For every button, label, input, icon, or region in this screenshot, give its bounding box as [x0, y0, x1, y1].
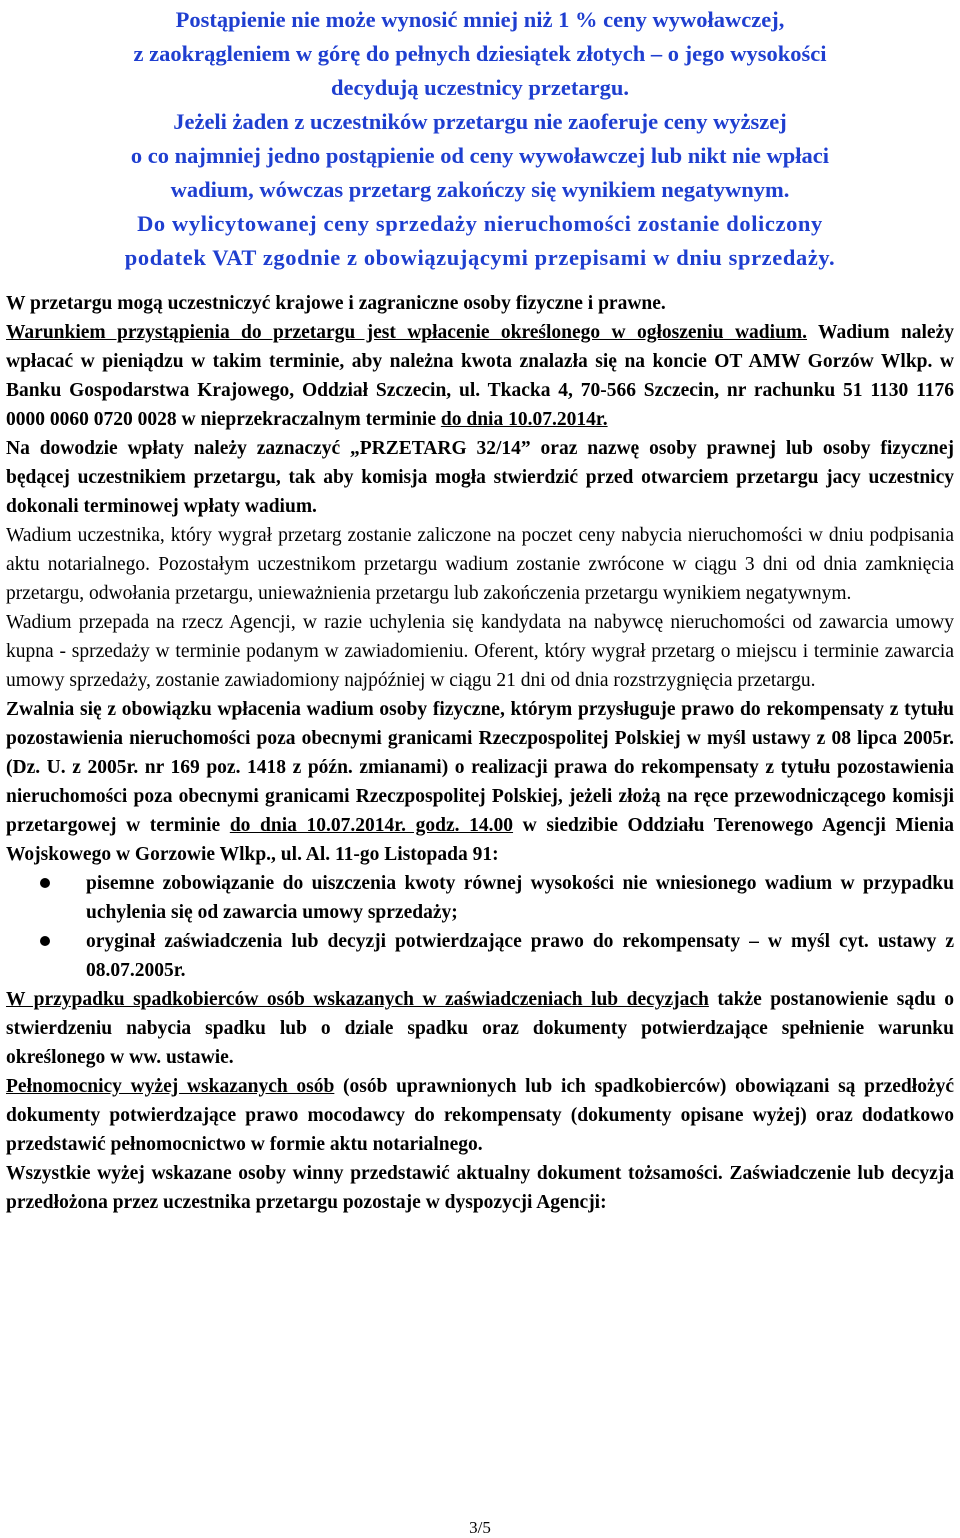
exemption-place: w siedzibie Oddziału Terenowego Agencji Mienia Wojskowego w Gorzowie Wlkp., ul. Al. 11-go Listopada 91:	[6, 815, 954, 865]
list-item	[6, 869, 954, 927]
header-line: z zaokrągleniem w górę do pełnych dziesiątek złotych – o jego wysokości	[133, 41, 827, 66]
exemption-deadline: do dnia 10.07.2014r. godz. 14.00	[229, 815, 514, 836]
header-line: wadium, wówczas przetarg zakończy się wynikiem negatywnym.	[170, 177, 790, 202]
bullet-icon	[40, 936, 50, 946]
deposit-return-text: Pozostałym uczestnikom przetargu wadium zostanie zwrócone w ciągu 3 dni od dnia zamknięcia przetargu, odwołania przetargu, unieważnienia przetargu lub zakończenia przetargu wynikiem negatywnym.	[6, 554, 955, 604]
exemption-text: Zwalnia się z obowiązku wpłacenia wadium osoby fizyczne, którym przysługuje prawo do rekompensaty z tytułu pozostawienia nieruchomości poza obecnymi granicami Rzeczpospolitej Polskiej w myśl ustawy z 08 lipca 2005r. (Dz. U. z 2005r. nr 169 poz. 1418 z późn. zmianami) o realizacji prawa do rekompensaty z tytułu pozostawienia nieruchomości poza obecnymi granicami Rzeczpospolitej Polskiej, jeżeli złożą na ręce przewodniczącego komisji przetargowej w terminie	[6, 699, 954, 836]
header-line: Postąpienie nie może wynosić mniej niż 1 % ceny wywoławczej,	[175, 7, 785, 32]
header-line: decydują uczestnicy przetargu.	[330, 75, 630, 100]
identity-paragraph: Wszystkie wyżej wskazane osoby winny przedstawić aktualny dokument tożsamości. Zaświadczenie lub decyzja przedłożona przez uczestnika przetargu pozostaje w dyspozycji Agencji:	[6, 1163, 954, 1213]
header-line: Do wylicytowanej ceny sprzedaży nieruchomości zostanie doliczony	[137, 211, 823, 236]
page-number: 3/5	[469, 1518, 491, 1537]
header-line: o co najmniej jedno postąpienie od ceny wywoławczej lub nikt nie wpłaci	[130, 143, 830, 168]
winner-notice-text: Oferent, który wygrał przetarg o miejscu i terminie zawarcia umowy sprzedaży, zostanie zawiadomiony najpóźniej w ciągu 21 dni od dnia rozstrzygnięcia przetargu.	[6, 641, 954, 691]
participants-paragraph: W przetargu mogą uczestniczyć krajowe i zagraniczne osoby fizyczne i prawne.	[6, 293, 666, 314]
bullet-icon	[40, 878, 50, 888]
deposit-forfeit-text: Wadium przepada na rzecz Agencji, w razie uchylenia się kandydata na nabywcę nieruchomości od zawarcia umowy kupna - sprzedaży w terminie podanym w zawiadomieniu.	[6, 612, 954, 662]
payment-proof-paragraph: Na dowodzie wpłaty należy zaznaczyć „PRZETARG 32/14” oraz nazwę osoby prawnej lub osoby fizycznej będącej uczestnikiem przetargu, tak aby komisja mogła stwierdzić przed otwarciem przetargu jacy uczestnicy dokonali terminowej wpłaty wadium.	[6, 438, 954, 517]
document-page	[6, 0, 954, 1217]
deposit-forfeit-paragraph	[6, 608, 954, 695]
deposit-payment: Wadium należy wpłacać w pieniądzu w takim terminie, aby należna kwota znalazła się na koncie OT AMW Gorzów Wlkp. w Banku Gospodarstwa Krajowego, Oddział Szczecin, ul. Tkacka 4, 70-566 Szczecin, nr rachunku 51 1130 1176 0000 0060 0720 0028 w nieprzekraczalnym terminie	[6, 322, 954, 430]
heirs-text: także postanowienie sądu o stwierdzeniu nabycia spadku lub o dziale spadku oraz dokumenty potwierdzające spełnienie warunku określonego w ww. ustawie.	[6, 989, 954, 1068]
list-item	[6, 927, 954, 985]
proxies-lead: Pełnomocnicy wyżej wskazanych osób	[6, 1076, 335, 1097]
header-line: Jeżeli żaden z uczestników przetargu nie zaoferuje ceny wyższej	[173, 109, 787, 134]
deposit-condition: Warunkiem przystąpienia do przetargu jest wpłacenie określonego w ogłoszeniu wadium.	[6, 322, 808, 343]
proxies-text: (osób uprawnionych lub ich spadkobierców) obowiązani są przedłożyć dokumenty potwierdzające prawo mocodawcy do rekompensaty (dokumenty opisane wyżej) oraz dodatkowo przedstawić pełnomocnictwo w formie aktu notarialnego.	[6, 1076, 955, 1155]
proxies-paragraph	[6, 1072, 954, 1159]
deposit-paragraph	[6, 318, 954, 434]
heirs-lead: W przypadku spadkobierców osób wskazanych w zaświadczeniach lub decyzjach	[6, 989, 709, 1010]
list-item-text: oryginał zaświadczenia lub decyzji potwierdzające prawo do rekompensaty – w myśl cyt. ustawy z 08.07.2005r.	[86, 931, 954, 981]
header-line: podatek VAT zgodnie z obowiązującymi przepisami w dniu sprzedaży.	[124, 245, 836, 270]
deposit-credit-paragraph	[6, 521, 954, 608]
list-item-text: pisemne zobowiązanie do uiszczenia kwoty równej wysokości nie wniesionego wadium w przypadku uchylenia się od zawarcia umowy sprzedaży;	[86, 873, 954, 923]
heirs-paragraph	[6, 985, 954, 1072]
exemption-paragraph	[6, 695, 954, 869]
deposit-deadline: do dnia 10.07.2014r.	[440, 409, 608, 430]
header-block	[6, 3, 954, 275]
deposit-credit-text: Wadium uczestnika, który wygrał przetarg zostanie zaliczone na poczet ceny nabycia nieruchomości w dniu podpisania aktu notarialnego.	[6, 525, 954, 575]
required-documents-list	[6, 869, 954, 985]
